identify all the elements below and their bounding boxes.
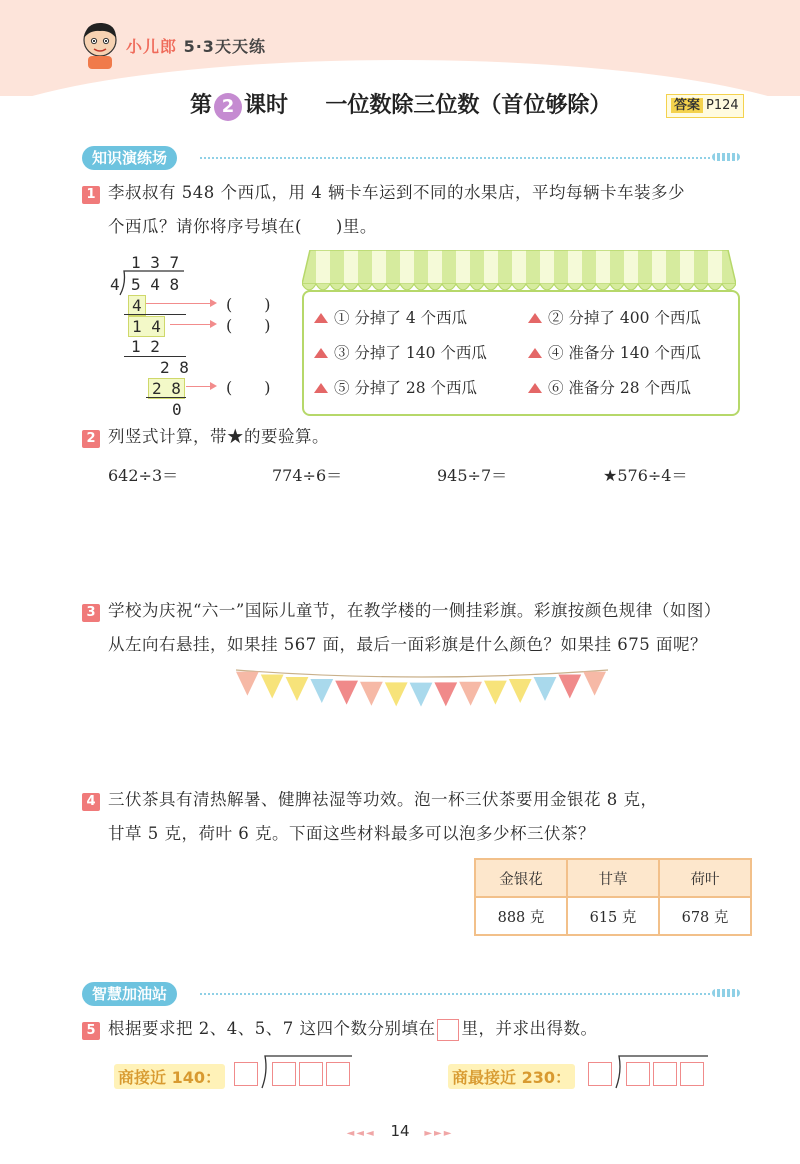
division-divisor: 4: [110, 275, 120, 294]
question-4-text: [108, 783, 788, 851]
dividend-box[interactable]: [299, 1062, 323, 1086]
division-line: [124, 356, 186, 357]
watermelon-icon: [528, 348, 542, 358]
bunting-flag: [236, 672, 259, 696]
bunting-flag: [360, 682, 383, 706]
division-dividend: 5 4 8: [131, 275, 180, 294]
sample-box: [437, 1019, 459, 1041]
dividend-box[interactable]: [653, 1062, 677, 1086]
brand-prefix: 小儿郎: [126, 37, 178, 56]
section-divider: [200, 993, 710, 995]
herb-table: [474, 858, 752, 936]
arrow-head-icon: [210, 320, 217, 328]
bunting-flag: [410, 683, 433, 707]
bunting-flag: [484, 681, 507, 705]
division-row-5: 2 8: [148, 378, 185, 399]
hint-right-label: 商最接近 230：: [448, 1064, 575, 1089]
option-5: ⑤ 分掉了 28 个西瓜: [314, 376, 477, 398]
footer-right-deco: ►►►: [424, 1128, 454, 1139]
section-divider-end: [712, 153, 740, 161]
watermelon-icon: [314, 383, 328, 393]
option-2: ② 分掉了 400 个西瓜: [528, 306, 701, 328]
option-4: ④ 准备分 140 个西瓜: [528, 341, 701, 363]
question-5-post: 里，并求出得数。: [461, 1019, 598, 1038]
question-3-text: [108, 594, 788, 662]
boy-mascot-icon: [78, 18, 122, 70]
answer-label: 答案: [671, 98, 703, 113]
calc-item: 774÷6＝: [272, 466, 343, 485]
division-row-6: 0: [172, 400, 182, 419]
bunting-flag: [558, 675, 581, 699]
bunting-flag: [459, 682, 482, 706]
question-number: 4: [82, 793, 100, 811]
section-challenge: 智慧加油站: [82, 982, 177, 1006]
arrow-line: [146, 303, 210, 304]
option-3: ③ 分掉了 140 个西瓜: [314, 341, 487, 363]
table-header: 荷叶: [659, 859, 751, 897]
dividend-box[interactable]: [680, 1062, 704, 1086]
question-3-line2: 从左向右悬挂，如果挂 567 面，最后一面彩旗是什么颜色？如果挂 675 面呢？: [108, 635, 707, 654]
divisor-box[interactable]: [588, 1062, 612, 1086]
division-row-2: 1 4: [128, 316, 165, 337]
question-3-line1: 学校为庆祝“六一”国际儿童节，在教学楼的一侧挂彩旗。彩旗按颜色规律（如图）: [108, 601, 721, 620]
dividend-box[interactable]: [272, 1062, 296, 1086]
watermelon-icon: [314, 313, 328, 323]
question-number: 1: [82, 186, 100, 204]
divisor-box[interactable]: [234, 1062, 258, 1086]
question-1-line2: 个西瓜？请你将序号填在( )里。: [108, 217, 377, 236]
arrow-line: [170, 324, 210, 325]
hint-left-label: 商接近 140：: [114, 1064, 225, 1089]
lesson-number-badge: 2: [214, 93, 242, 121]
bunting-flag: [534, 677, 557, 701]
bunting-flag: [583, 672, 606, 696]
option-6: ⑥ 准备分 28 个西瓜: [528, 376, 691, 398]
watermelon-icon: [528, 383, 542, 393]
bunting-flags: [232, 664, 612, 710]
bunting-flag: [434, 682, 457, 706]
dividend-box[interactable]: [626, 1062, 650, 1086]
question-5-pre: 根据要求把 2、4、5、7 这四个数分别填在: [108, 1019, 436, 1038]
calc-item: 642÷3＝: [108, 466, 179, 485]
table-cell: 678 克: [659, 897, 751, 935]
page-footer: [0, 1122, 800, 1140]
answer-reference[interactable]: [666, 94, 744, 118]
division-line: [124, 314, 186, 315]
page-number: 14: [390, 1122, 410, 1140]
answer-page: P124: [706, 98, 739, 113]
table-cell: 888 克: [475, 897, 567, 935]
table-row: [475, 897, 751, 935]
lesson-title: [190, 88, 611, 121]
answer-blank[interactable]: ( ): [226, 295, 271, 314]
question-number: 5: [82, 1022, 100, 1040]
question-1-line1: 李叔叔有 548 个西瓜，用 4 辆卡车运到不同的水果店，平均每辆卡车装多少: [108, 183, 685, 202]
arrow-head-icon: [210, 299, 217, 307]
section-practice: 知识演练场: [82, 146, 177, 170]
table-header: 金银花: [475, 859, 567, 897]
arrow-line: [186, 386, 210, 387]
bunting-flag: [385, 682, 408, 706]
answer-blank[interactable]: ( ): [226, 316, 271, 335]
brand-logo: [126, 34, 266, 57]
table-header: 甘草: [567, 859, 659, 897]
dividend-box[interactable]: [326, 1062, 350, 1086]
bunting-flag: [509, 679, 532, 703]
bunting-flag: [286, 677, 309, 701]
table-header-row: [475, 859, 751, 897]
section-divider: [200, 157, 710, 159]
division-row-4: 2 8: [160, 358, 189, 377]
question-1-text: [108, 176, 758, 244]
bunting-flag: [310, 679, 333, 703]
question-number: 2: [82, 430, 100, 448]
lesson-pre: 第: [190, 93, 213, 118]
brand-suffix: 5·3天天练: [183, 37, 266, 56]
bunting-flag: [335, 681, 358, 705]
section-divider-end: [712, 989, 740, 997]
footer-left-deco: ◄◄◄: [346, 1128, 376, 1139]
arrow-head-icon: [210, 382, 217, 390]
division-row-3: 1 2: [131, 337, 160, 356]
calc-item: 945÷7＝: [437, 466, 508, 485]
division-line: [146, 397, 186, 398]
lesson-post: 课时: [244, 93, 289, 118]
watermelon-icon: [528, 313, 542, 323]
question-number: 3: [82, 604, 100, 622]
bunting-flag: [261, 675, 284, 699]
calc-item: ★576÷4＝: [603, 466, 688, 485]
option-1: ① 分掉了 4 个西瓜: [314, 306, 467, 328]
lesson-topic: 一位数除三位数（首位够除）: [325, 93, 612, 118]
awning-icon: [302, 250, 736, 298]
question-5-text: [108, 1012, 788, 1046]
table-cell: 615 克: [567, 897, 659, 935]
answer-blank[interactable]: ( ): [226, 378, 271, 397]
question-2-text: 列竖式计算，带★的要验算。: [108, 427, 329, 446]
question-4-line2: 甘草 5 克，荷叶 6 克。下面这些材料最多可以泡多少杯三伏茶？: [108, 824, 595, 843]
division-row-1: 4: [128, 295, 146, 316]
watermelon-icon: [314, 348, 328, 358]
question-4-line1: 三伏茶具有清热解暑、健脾祛湿等功效。泡一杯三伏茶要用金银花 8 克，: [108, 790, 658, 809]
division-quotient: 1 3 7: [131, 253, 180, 272]
